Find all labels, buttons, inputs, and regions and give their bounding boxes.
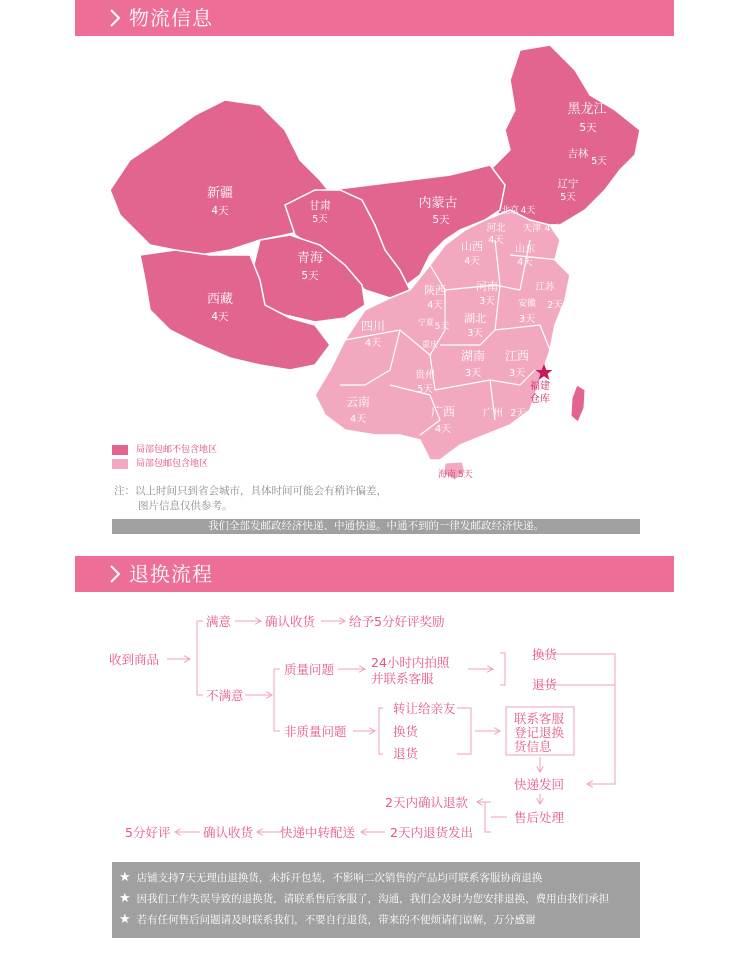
days-hubei: 3天 (467, 328, 483, 339)
days-zhejiang: 2天 (553, 343, 569, 354)
label-shanxi: 山西 (461, 240, 483, 253)
label-hainan: 海南 (437, 470, 456, 480)
flow-lines (95, 600, 655, 850)
notice-text-3: 若有任何售后问题请及时联系我们，不要自行退货，带来的不便烦请们谅解，万分感谢 (136, 914, 536, 926)
days-qinghai: 5天 (301, 270, 319, 282)
flow-refund-nq: 退货 (393, 746, 419, 761)
label-hubei: 湖北 (464, 312, 486, 325)
label-zhejiang: 浙江 (551, 331, 571, 341)
days-heilongjiang: 5天 (579, 122, 597, 134)
flow-ship-2days: 2天内退货发出 (390, 825, 473, 840)
label-xinjiang: 新疆 (206, 186, 234, 201)
flow-received: 收到商品 (109, 652, 160, 667)
flow-non-quality-issue: 非质量问题 (284, 724, 347, 739)
returns-banner (75, 556, 674, 592)
flow-contact-cs-1: 联系客服 (514, 711, 565, 726)
flow-express-transit: 快递中转配送 (280, 825, 356, 840)
notice-row (119, 912, 640, 933)
logistics-banner (75, 0, 674, 36)
label-guangzhou: 广州 (483, 408, 503, 419)
days-jilin: 5天 (591, 156, 607, 167)
label-liaoning: 辽宁 (557, 178, 579, 190)
flow-rating-5: 5分好评 (125, 825, 171, 840)
days-hebei: 4天 (488, 235, 504, 246)
flow-refund-q: 退货 (532, 677, 558, 692)
flow-confirm-2days: 2天内确认退款 (385, 795, 468, 810)
days-gansu: 5天 (312, 214, 328, 225)
days-yunnan: 4天 (349, 414, 367, 425)
label-heilongjiang: 黑龙江 (567, 102, 607, 117)
label-jiangsu: 江苏 (535, 282, 555, 293)
days-xinjiang: 4天 (211, 205, 229, 217)
flow-after-sales: 售后处理 (514, 810, 565, 825)
delivery-note (114, 484, 414, 514)
days-guangzhou: 2天 (510, 408, 526, 419)
flow-confirm-receipt: 确认收货 (265, 614, 316, 629)
days-sichuan: 4天 (364, 338, 382, 349)
chevron-right-icon (109, 565, 121, 583)
logistics-title: 物流信息 (129, 6, 213, 30)
legend-excluded-text: 局部包邮不包含地区 (136, 445, 218, 455)
label-henan: 河南 (476, 280, 498, 293)
china-delivery-map (100, 40, 660, 485)
days-jiangxi: 3天 (508, 368, 526, 379)
label-hebei: 河北 (486, 223, 506, 234)
flow-contact-cs-3: 货信息 (514, 739, 552, 754)
returns-title: 退换流程 (129, 562, 213, 586)
label-shanghai: 上海 (572, 310, 592, 320)
label-sichuan: 四川 (360, 319, 386, 333)
flow-exchange-q: 换货 (532, 647, 558, 662)
days-jiangsu: 2天 (547, 300, 563, 311)
days-ningxia: 5天 (434, 322, 450, 332)
label-jilin: 吉林 (567, 148, 589, 160)
days-guizhou: 5天 (417, 384, 433, 395)
notice-row (119, 870, 640, 891)
policy-notice (112, 862, 640, 938)
label-chongqing: 重庆 (422, 340, 438, 349)
flow-contact-24h-1: 24小时内拍照 (371, 655, 450, 670)
star-icon: ★ (119, 870, 131, 885)
legend-swatch-dark (112, 445, 128, 455)
label-jiangxi: 江西 (504, 349, 530, 363)
region-taiwan (571, 385, 585, 422)
label-shaanxi: 陕西 (424, 284, 446, 297)
label-yunnan: 云南 (345, 395, 371, 409)
days-beijing: 4天 (520, 206, 536, 216)
note-line-1: 注：以上时间只到省会城市，具体时间可能会有稍许偏差， (114, 485, 387, 497)
days-shandong: 4天 (517, 257, 533, 268)
days-shanxi: 4天 (464, 256, 480, 267)
label-tianjin: 天津 (522, 224, 542, 234)
flow-express-return: 快递发回 (514, 777, 565, 792)
note-line-2: 图片信息仅供参考。 (138, 500, 233, 512)
legend-excluded (112, 444, 217, 456)
flow-quality-issue: 质量问题 (284, 662, 335, 677)
chevron-right-icon (109, 9, 121, 27)
flow-exchange-nq: 换货 (393, 724, 419, 739)
label-inner-mongolia: 内蒙古 (418, 196, 458, 211)
days-shaanxi: 4天 (427, 300, 443, 311)
legend-swatch-light (112, 459, 128, 469)
days-tianjin: 4天 (544, 224, 560, 234)
shipping-bar: 我们全部发邮政经济快递、中通快递。中通不到的一律发邮政经济快递。 (112, 519, 640, 534)
days-guangxi: 4天 (434, 424, 452, 435)
flow-contact-24h-2: 并联系客服 (371, 671, 434, 686)
label-anhui: 安徽 (517, 299, 537, 309)
flow-give-rating: 给予5分好评奖励 (349, 614, 445, 629)
notice-row (119, 891, 640, 912)
label-guangxi: 广西 (430, 405, 456, 419)
days-tibet: 4天 (211, 311, 229, 323)
days-inner-mongolia: 5天 (432, 214, 450, 226)
return-flow-diagram (95, 600, 655, 850)
flow-contact-cs-2: 登记退换 (514, 725, 565, 740)
days-hunan: 3天 (464, 368, 482, 379)
days-shanghai: 2天 (597, 310, 613, 320)
days-liaoning: 5天 (560, 192, 576, 203)
label-shandong: 山东 (515, 244, 535, 255)
label-hunan: 湖南 (460, 349, 486, 363)
notice-text-1: 店铺支持7天无理由退换货，未拆开包装，不影响二次销售的产品均可联系客服协商退换 (136, 872, 543, 884)
notice-text-2: 因我们工作失误导致的退换货，请联系售后客服了，沟通，我们会及时为您安排退换，费用由我们承担 (136, 893, 610, 905)
flow-confirm-receipt-2: 确认收货 (203, 825, 254, 840)
label-beijing: 北京 (500, 206, 520, 216)
legend-included (112, 458, 208, 470)
label-tibet: 西藏 (206, 292, 234, 307)
label-ningxia: 宁夏 (418, 318, 434, 327)
star-icon: ★ (119, 891, 131, 906)
flow-transfer-friend: 转让给亲友 (393, 701, 456, 716)
days-anhui: 3天 (518, 314, 536, 325)
flow-satisfied: 满意 (206, 614, 232, 629)
label-qinghai: 青海 (296, 251, 324, 266)
warehouse-label-line1: 福建 (530, 381, 550, 392)
flow-unsatisfied: 不满意 (206, 688, 244, 703)
label-guizhou: 贵州 (415, 370, 435, 381)
warehouse-label-line2: 仓库 (530, 394, 550, 405)
legend-included-text: 局部包邮包含地区 (136, 459, 209, 469)
label-gansu: 甘肃 (309, 199, 331, 212)
star-icon: ★ (119, 912, 131, 927)
days-henan: 3天 (479, 296, 495, 307)
days-hainan: 5天 (458, 470, 473, 480)
